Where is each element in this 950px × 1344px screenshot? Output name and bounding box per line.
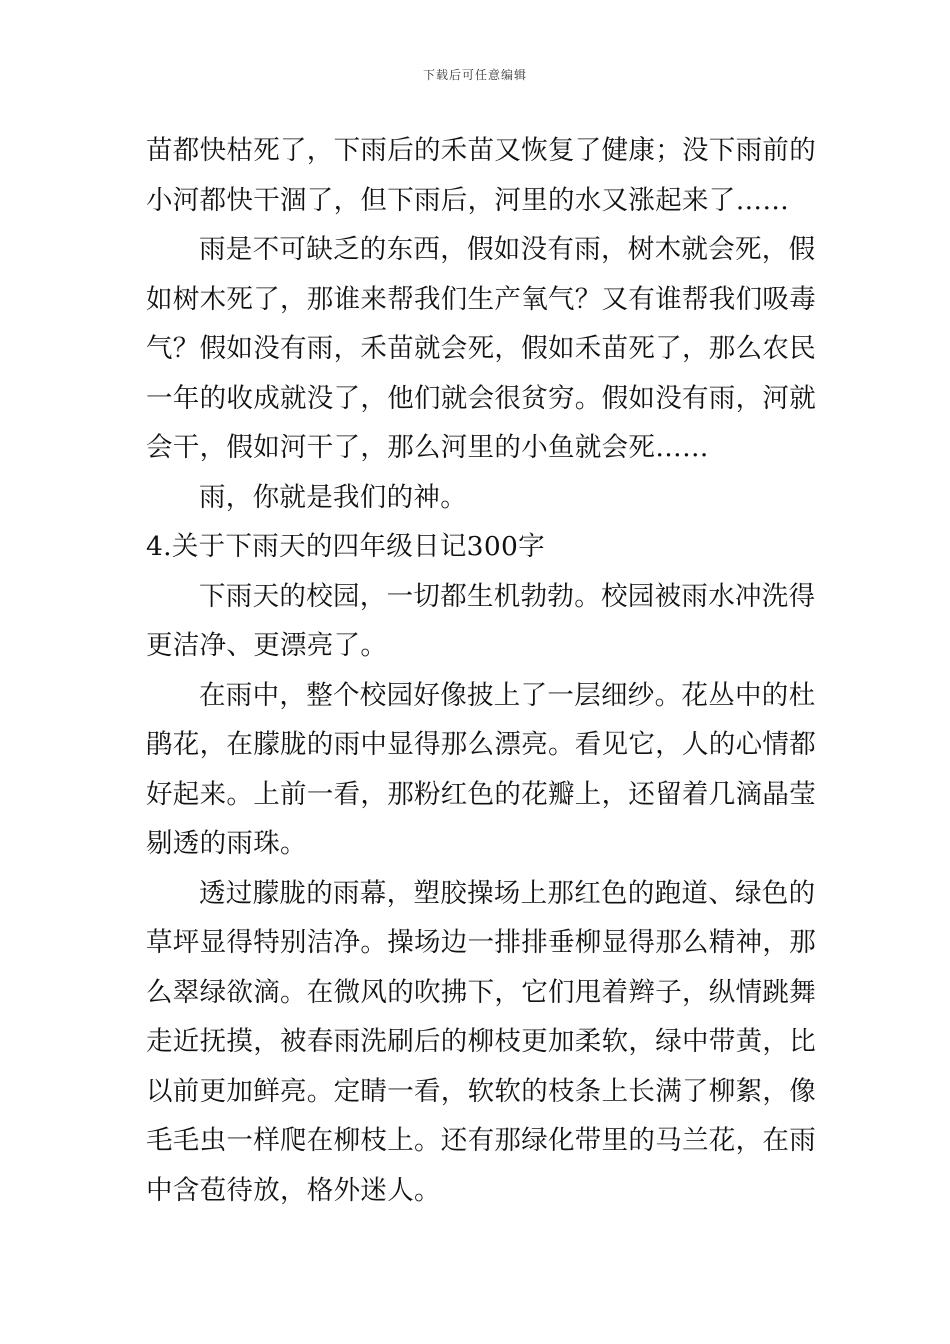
- text-line: 鹃花，在朦胧的雨中显得那么漂亮。看见它，人的心情都: [146, 729, 816, 760]
- text-line: 如树木死了，那谁来帮我们生产氧气？又有谁帮我们吸毒: [146, 283, 816, 315]
- text-line: 下雨天的校园，一切都生机勃勃。校园被雨水冲洗得: [199, 580, 816, 612]
- text-line: 中含苞待放，格外迷人。: [146, 1174, 441, 1206]
- text-line: 小河都快干涸了，但下雨后，河里的水又涨起来了……: [146, 184, 790, 216]
- text-line: 草坪显得特别洁净。操场边一排排垂柳显得那么精神，那: [146, 927, 816, 958]
- text-line: 透过朦胧的雨幕，塑胶操场上那红色的跑道、绿色的: [199, 877, 816, 909]
- text-line: 在雨中，整个校园好像披上了一层细纱。花丛中的杜: [199, 679, 816, 711]
- page-header: 下载后可任意编辑: [422, 68, 527, 82]
- text-line: 毛毛虫一样爬在柳枝上。还有那绿化带里的马兰花，在雨: [146, 1125, 816, 1156]
- text-line: 会干，假如河干了，那么河里的小鱼就会死……: [146, 432, 709, 463]
- text-line: 剔透的雨珠。: [146, 828, 307, 859]
- text-line: 么翠绿欲滴。在微风的吹拂下，它们甩着辫子，纵情跳舞: [146, 976, 816, 1008]
- text-line: 以前更加鲜亮。定睛一看，软软的枝条上长满了柳絮，像: [146, 1075, 816, 1107]
- text-line: 一年的收成就没了，他们就会很贫穷。假如没有雨，河就: [146, 382, 816, 414]
- text-line: 走近抚摸，被春雨洗刷后的柳枝更加柔软，绿中带黄，比: [146, 1026, 816, 1057]
- text-line: 雨，你就是我们的神。: [199, 481, 467, 513]
- text-line: 苗都快枯死了，下雨后的禾苗又恢复了健康；没下雨前的: [146, 135, 816, 166]
- text-line: 更洁净、更漂亮了。: [146, 630, 388, 661]
- text-line: 雨是不可缺乏的东西，假如没有雨，树木就会死，假: [199, 234, 816, 265]
- text-line: 气？假如没有雨，禾苗就会死，假如禾苗死了，那么农民: [146, 333, 816, 364]
- section-heading: 4.关于下雨天的四年级日记300字: [146, 531, 545, 562]
- document-body: [146, 126, 816, 1215]
- text-line: 好起来。上前一看，那粉红色的花瓣上，还留着几滴晶莹: [146, 778, 816, 810]
